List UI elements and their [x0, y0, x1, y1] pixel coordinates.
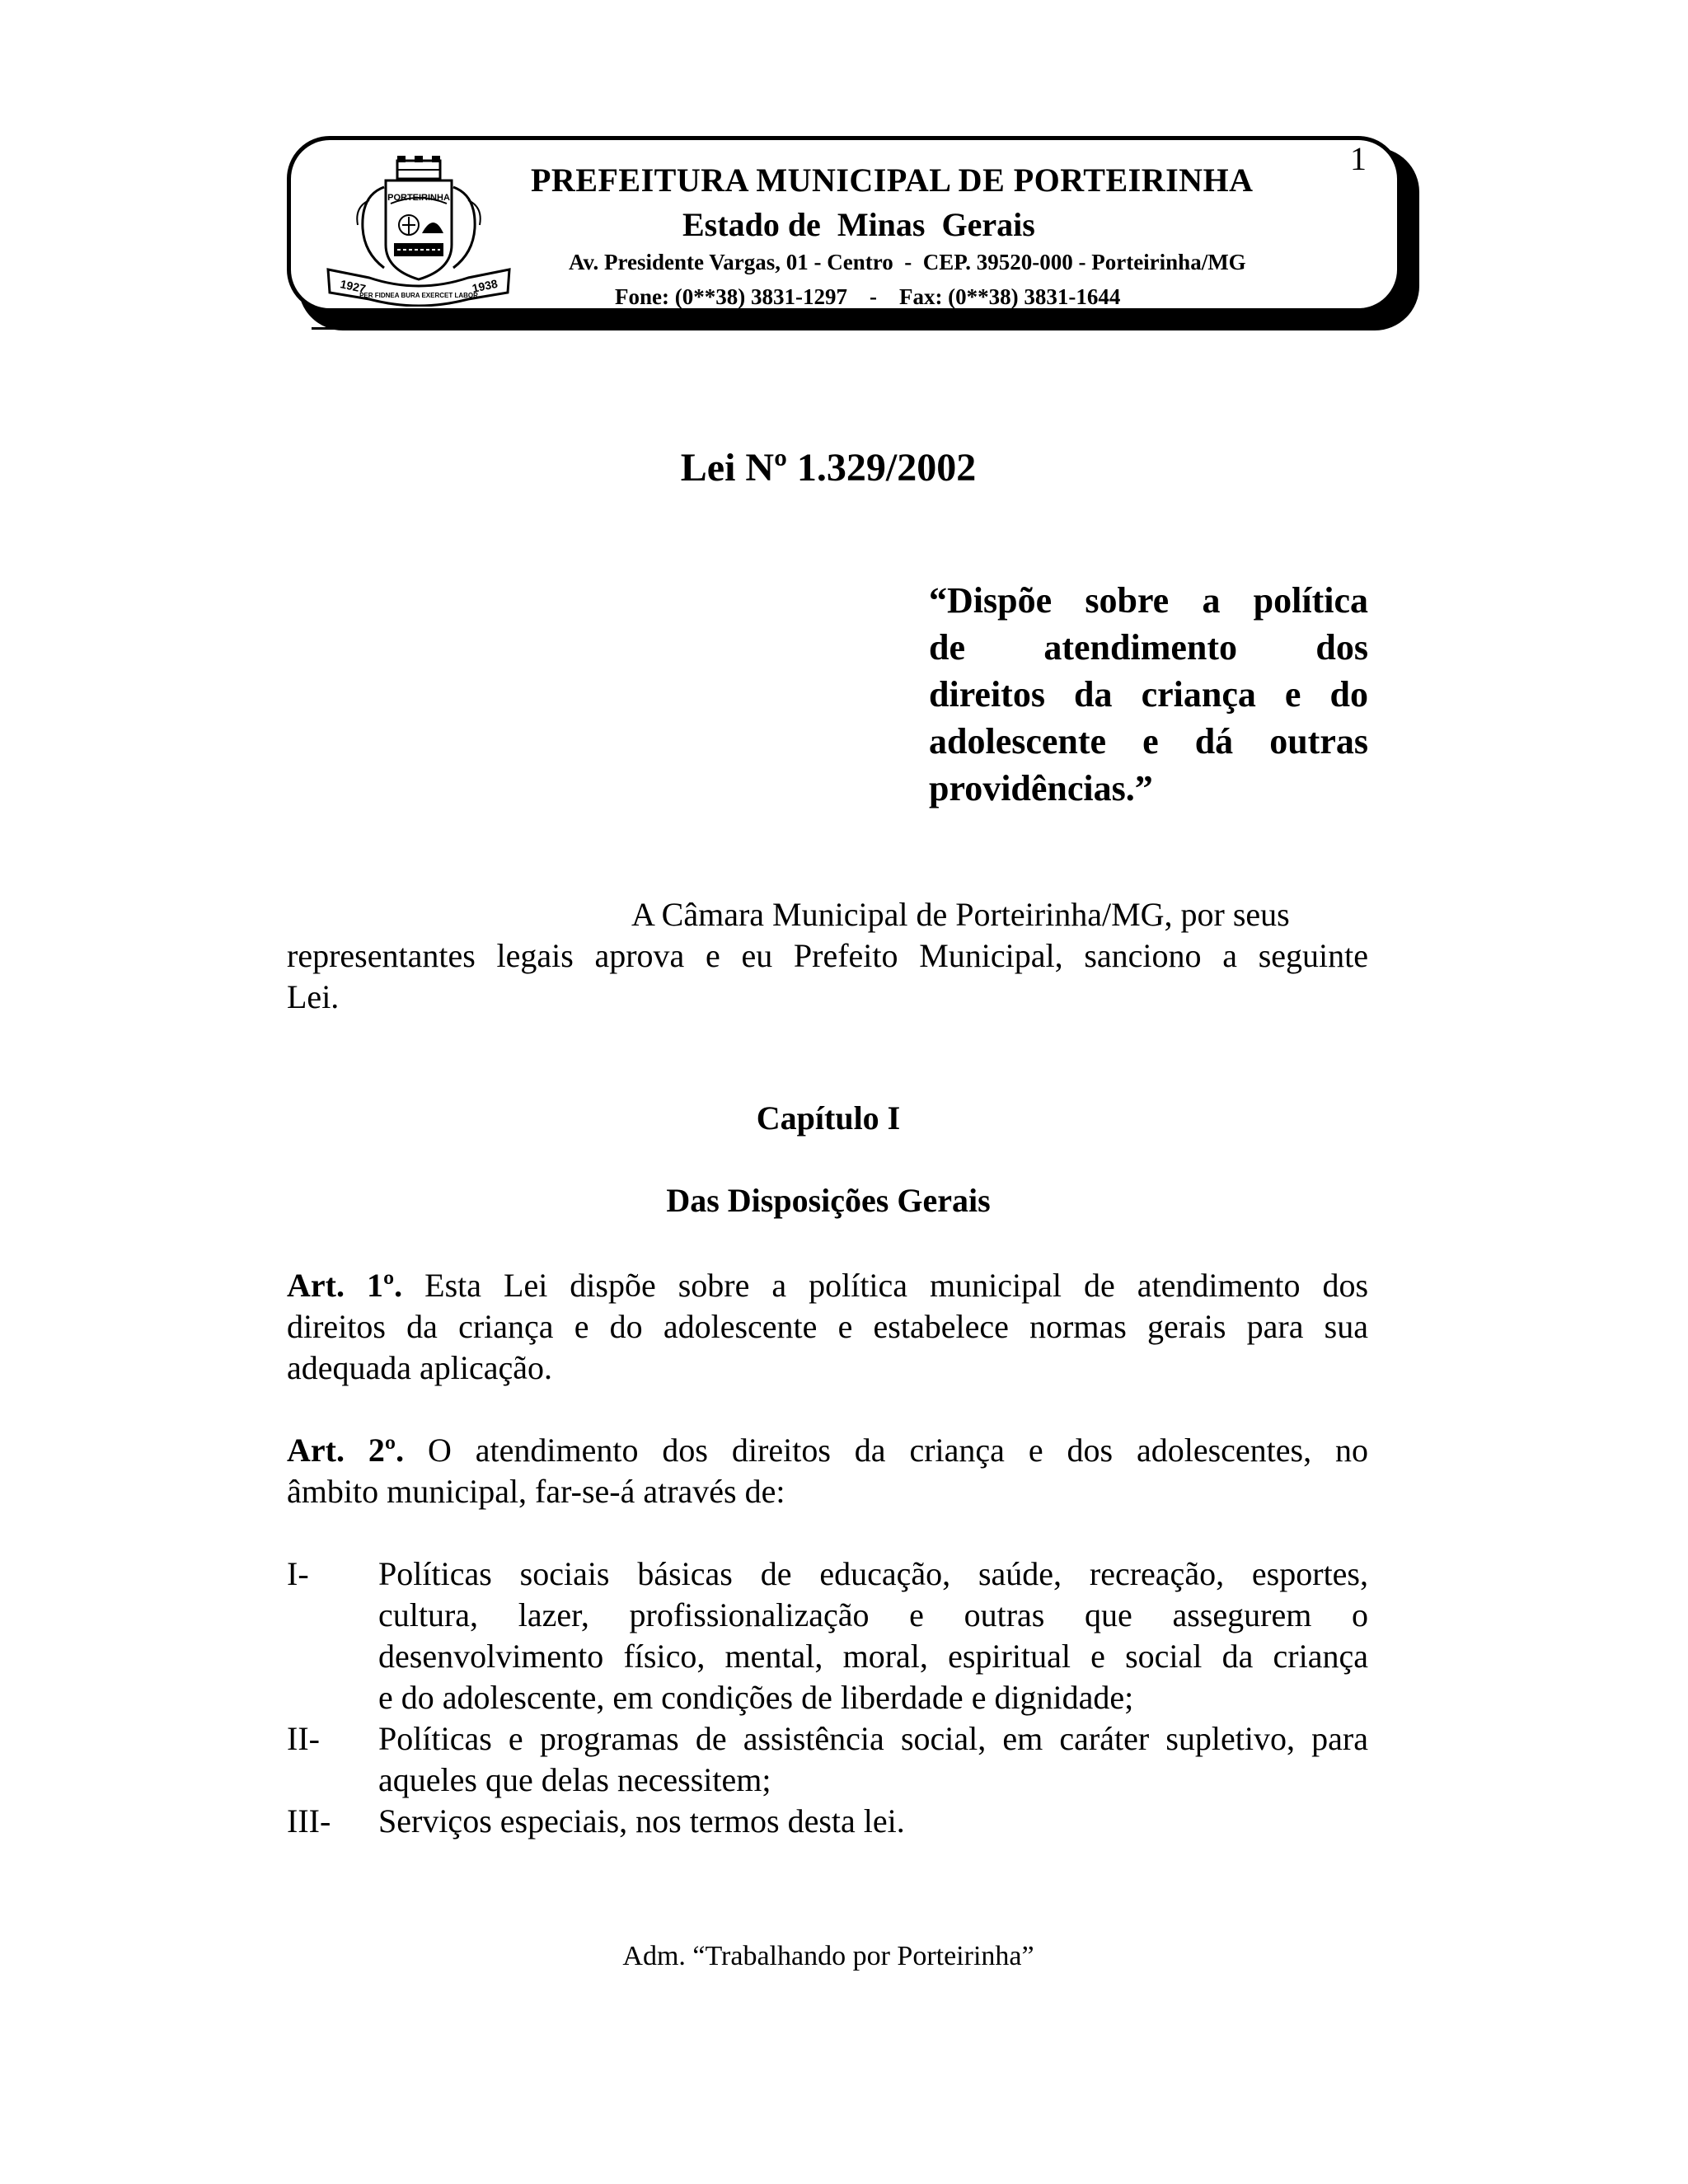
crest-year-left: 1927 [339, 277, 368, 296]
item-number: I- [287, 1555, 309, 1592]
crest-name: PORTEIRINHA [387, 193, 450, 203]
article-line [287, 1430, 1368, 1471]
item-line: e do adolescente, em condições de liberdade e dignidade; [378, 1679, 1134, 1716]
ementa-line: providências.” [929, 768, 1153, 808]
crest-year-right: 1938 [471, 276, 499, 295]
list-item [287, 1718, 1368, 1801]
crest-motto: PER FIDNEA BURA EXERCET LABOR [359, 292, 478, 299]
article-line: âmbito municipal, far-se-á através de: [287, 1473, 785, 1510]
article-text: Esta Lei dispõe sobre a política municipal de atendimento dos [424, 1267, 1369, 1304]
letterhead-phone: Fone: (0**38) 3831-1297 - Fax: (0**38) 3831-1644 [615, 284, 1121, 309]
article-2 [287, 1430, 1368, 1512]
letterhead-state: Estado de Minas Gerais [682, 206, 1035, 243]
preamble-line: representantes legais aprova e eu Prefeito Municipal, sanciono a seguinte [287, 937, 1368, 974]
article-2-items [287, 1554, 1368, 1842]
item-line: Políticas sociais básicas de educação, saúde, recreação, esportes, [378, 1555, 1368, 1592]
article-label: Art. 1º. [287, 1267, 403, 1304]
letterhead-address: Av. Presidente Vargas, 01 - Centro - CEP. 39520-000 - Porteirinha/MG [569, 250, 1246, 274]
letterhead [287, 136, 1423, 334]
article-text: O atendimento dos direitos da criança e dos adolescentes, no [428, 1432, 1368, 1469]
page-footer: Adm. “Trabalhando por Porteirinha” [622, 1941, 1034, 1971]
letterhead-title: PREFEITURA MUNICIPAL DE PORTEIRINHA [531, 162, 1254, 199]
ementa-line: direitos da criança e do [929, 674, 1368, 715]
law-ementa [929, 577, 1368, 812]
item-line: desenvolvimento físico, mental, moral, espiritual e social da criança [378, 1638, 1368, 1675]
article-line [287, 1265, 1368, 1306]
item-line: Serviços especiais, nos termos desta lei. [378, 1802, 905, 1840]
item-number: II- [287, 1720, 320, 1757]
preamble-line: A Câmara Municipal de Porteirinha/MG, por seus [631, 896, 1290, 933]
article-1 [287, 1265, 1368, 1389]
municipal-crest-icon [312, 154, 526, 307]
letterhead-underline [312, 327, 526, 330]
item-number: III- [287, 1802, 331, 1840]
preamble-paragraph [287, 894, 1368, 1018]
page-number: 1 [1350, 140, 1367, 177]
preamble-line: Lei. [287, 978, 340, 1015]
chapter-subtitle: Das Disposições Gerais [666, 1182, 991, 1219]
chapter-title: Capítulo I [756, 1099, 901, 1137]
ementa-line: adolescente e dá outras [929, 721, 1368, 762]
item-line: aqueles que delas necessitem; [378, 1761, 771, 1798]
item-line: cultura, lazer, profissionalização e outras que assegurem o [378, 1596, 1368, 1633]
article-line: adequada aplicação. [287, 1349, 553, 1386]
list-item [287, 1801, 1368, 1842]
law-title: Lei Nº 1.329/2002 [680, 446, 977, 490]
list-item [287, 1554, 1368, 1718]
article-label: Art. 2º. [287, 1432, 405, 1469]
ementa-line: de atendimento dos [929, 627, 1368, 668]
item-line: Políticas e programas de assistência social, em caráter supletivo, para [378, 1720, 1368, 1757]
ementa-line: “Dispõe sobre a política [929, 580, 1368, 621]
article-line: direitos da criança e do adolescente e estabelece normas gerais para sua [287, 1308, 1368, 1345]
